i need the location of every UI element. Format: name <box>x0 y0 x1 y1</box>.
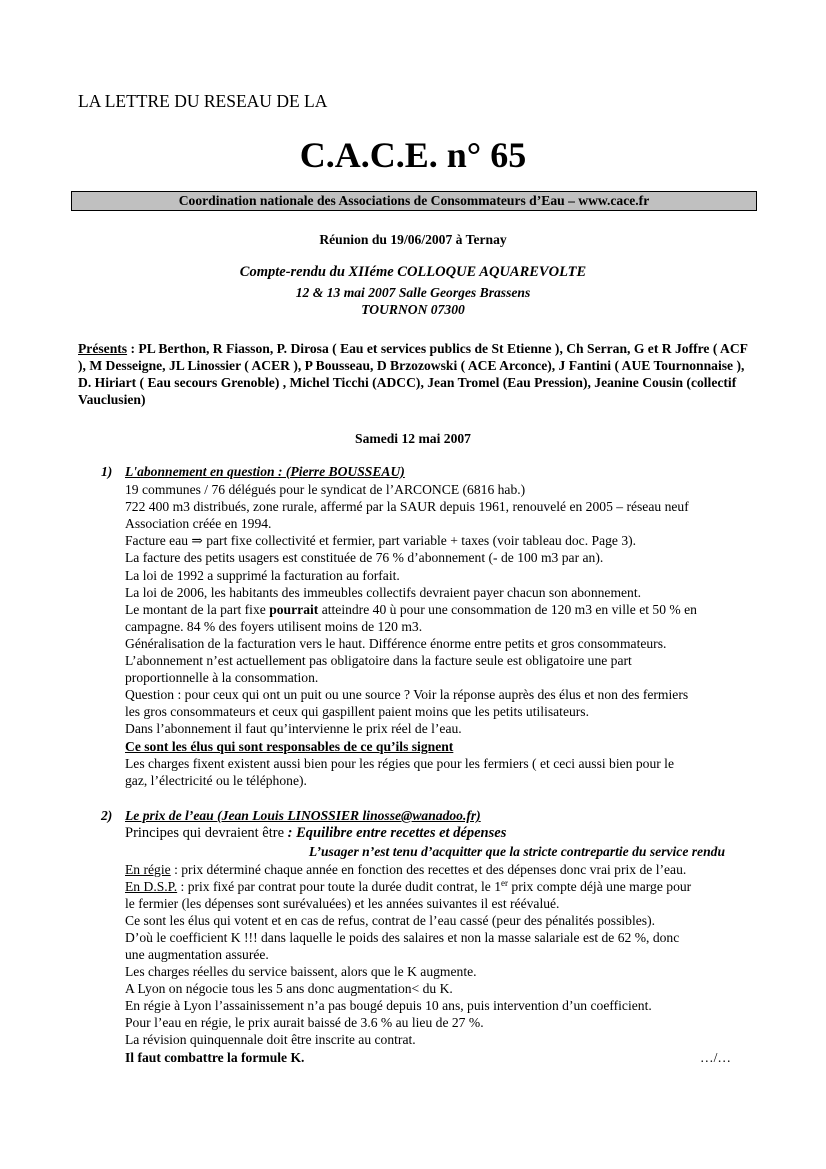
text-line: les gros consommateurs et ceux qui gaspillent paient moins que les petits utilisateurs. <box>125 704 589 719</box>
text-line: Dans l’abonnement il faut qu’intervienne le prix réel de l’eau. <box>125 721 462 736</box>
colloque-city: TOURNON 07300 <box>361 302 465 317</box>
text-line: 722 400 m3 distribués, zone rurale, affermé par la SAUR depuis 1961, renouvelé en 2005 – réseau neuf <box>125 499 689 514</box>
section-number: 2) <box>101 808 113 823</box>
report-title: Compte-rendu du XIIéme COLLOQUE AQUAREVOLTE <box>239 264 587 280</box>
text-line: A Lyon on négocie tous les 5 ans donc augmentation< du K. <box>125 981 453 996</box>
day-heading: Samedi 12 mai 2007 <box>355 431 471 446</box>
text-line: Ce sont les élus qui votent et en cas de refus, contrat de l’eau cassé (peur des pénalités possibles). <box>125 913 655 928</box>
text-line: 19 communes / 76 délégués pour le syndicat de l’ARCONCE (6816 hab.) <box>125 482 526 497</box>
text-line: Facture eau ⇒ part fixe collectivité et fermier, part variable + taxes (voir tableau doc. Page 3). <box>125 533 637 548</box>
text-line: La révision quinquennale doit être inscrite au contrat. <box>125 1032 416 1047</box>
newsletter-heading: LA LETTRE DU RESEAU DE LA <box>78 91 328 111</box>
text-line: Association créée en 1994. <box>125 516 272 531</box>
emphasis-line: Ce sont les élus qui sont responsables de ce qu’ils signent <box>125 739 454 754</box>
coordination-banner: Coordination nationale des Associations de Consommateurs d’Eau – www.cace.fr <box>71 191 757 211</box>
text-line: Question : pour ceux qui ont un puit ou une source ? Voir la réponse auprès des élus et non des fermiers <box>125 687 689 702</box>
text-line: gaz, l’électricité ou le téléphone). <box>125 773 307 788</box>
dsp-line: En D.S.P. : prix fixé par contrat pour toute la durée dudit contrat, le 1er prix compte déjà une marge pour <box>125 878 692 894</box>
meeting-date: Réunion du 19/06/2007 à Ternay <box>319 232 507 247</box>
text-line: Le montant de la part fixe pourrait atteindre 40 ù pour une consommation de 120 m3 en ville et 50 % en <box>125 602 697 617</box>
usager-principle: L’usager n’est tenu d’acquitter que la stricte contrepartie du service rendu <box>308 844 725 859</box>
regie-line: En régie : prix déterminé chaque année en fonction des recettes et des dépenses donc vrai prix de l’eau. <box>125 862 687 877</box>
text-line: Les charges fixent existent aussi bien pour les régies que pour les fermiers ( et ceci aussi bien pour le <box>125 756 674 771</box>
section-title: L'abonnement en question : (Pierre BOUSSEAU) <box>125 464 405 479</box>
attendees-label: Présents <box>78 341 128 356</box>
attendees-list: : PL Berthon, R Fiasson, P. Dirosa ( Eau et services publics de St Etienne ), Ch Serran, G et R Joffre ( ACF ), M Desseigne, JL Linossier ( ACER ), P Bousseau, D Brzozowski ( ACE Arconce), J Fantini ( AUE Tournonnaise ), D. Hiriart ( Eau secours Grenoble) , Michel Ticchi (ADCC), Jean Tromel (Eau Pression), Jeanine Cousin (collectif Vauclusien) <box>78 341 748 407</box>
text-line: proportionnelle à la consommation. <box>125 670 319 685</box>
text-line: le fermier (les dépenses sont surévaluées) et les années suivantes il est réévalué. <box>125 896 560 911</box>
text-line: Pour l’eau en régie, le prix aurait baissé de 3.6 % au lieu de 27 %. <box>125 1015 484 1030</box>
text-line: La loi de 2006, les habitants des immeubles collectifs devraient payer chacun son abonnement. <box>125 585 642 600</box>
principles-line: Principes qui devraient être : Equilibre entre recettes et dépenses <box>125 825 507 841</box>
section-number: 1) <box>101 464 113 479</box>
text-line: La facture des petits usagers est constituée de 76 % d’abonnement (- de 100 m3 par an). <box>125 550 604 565</box>
text-line: D’où le coefficient K !!! dans laquelle le poids des salaires et non la masse salariale est de 62 %, donc <box>125 930 680 945</box>
text-line: Généralisation de la facturation vers le haut. Différence énorme entre petits et gros consommateurs. <box>125 636 667 651</box>
attendees-paragraph <box>78 340 753 408</box>
section-title: Le prix de l’eau (Jean Louis LINOSSIER linosse@wanadoo.fr) <box>125 808 481 823</box>
text-line: L’abonnement n’est actuellement pas obligatoire dans la facture seule est obligatoire une part <box>125 653 632 668</box>
text-line: En régie à Lyon l’assainissement n’a pas bougé depuis 10 ans, puis intervention d’un coefficient. <box>125 998 652 1013</box>
issue-title: C.A.C.E. n° 65 <box>299 135 527 175</box>
text-line: une augmentation assurée. <box>125 947 269 962</box>
conclusion-line: Il faut combattre la formule K. <box>125 1050 305 1065</box>
text-line: La loi de 1992 a supprimé la facturation au forfait. <box>125 568 400 583</box>
colloque-dates: 12 & 13 mai 2007 Salle Georges Brassens <box>295 285 531 300</box>
text-line: campagne. 84 % des foyers utilisent moins de 120 m3. <box>125 619 423 634</box>
continuation-mark: …/… <box>700 1050 731 1065</box>
text-line: Les charges réelles du service baissent, alors que le K augmente. <box>125 964 477 979</box>
